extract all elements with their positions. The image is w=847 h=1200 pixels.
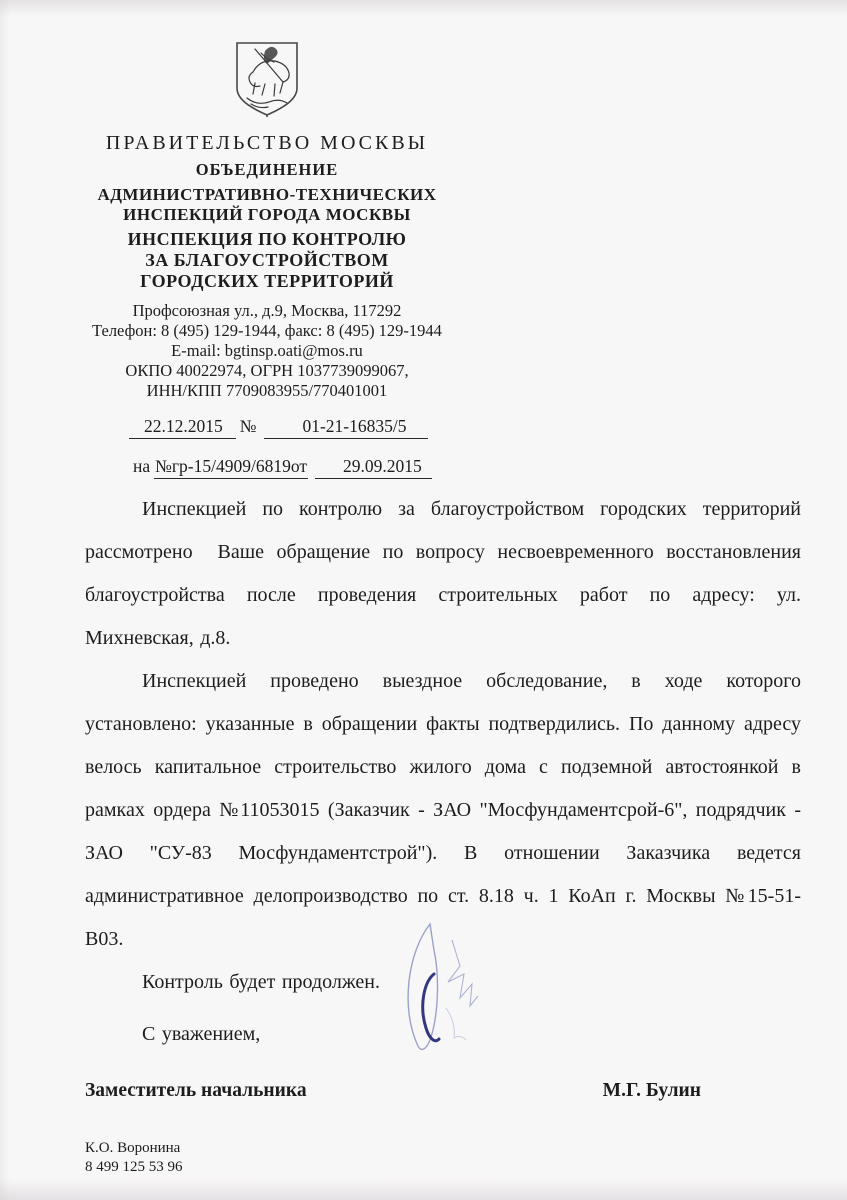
incoming-reference-line	[133, 456, 477, 479]
moscow-coat-of-arms-icon	[233, 40, 301, 123]
org-name-line: АДМИНИСТРАТИВНО-ТЕХНИЧЕСКИХ	[97, 185, 437, 204]
email-line: E-mail: bgtinsp.oati@mos.ru	[171, 341, 363, 360]
inspection-name-line: ГОРОДСКИХ ТЕРРИТОРИЙ	[140, 271, 394, 291]
reply-prefix: на	[133, 456, 151, 476]
signer-position: Заместитель начальника	[85, 1080, 307, 1101]
body-paragraph: Инспекцией по контролю за благоустройством городских территорий рассмотрено Ваше обращение по вопросу несвоевременного восстановления благоустройства после проведения строительных работ по адресу: ул. Михневская, д.8.	[85, 498, 801, 649]
executor-phone: 8 499 125 53 96	[85, 1159, 183, 1175]
inn-kpp-line: ИНН/КПП 7709083955/770401001	[146, 381, 388, 400]
outgoing-reference-line	[129, 416, 477, 439]
inspection-name-line: ИНСПЕКЦИЯ ПО КОНТРОЛЮ	[127, 229, 407, 249]
handwritten-signature-icon	[388, 912, 498, 1072]
body-paragraph: Инспекцией проведено выездное обследование, в ходе которого установлено: указанные в обращении факты подтвердились. По данному адресу велось капитальное строительство жилого дома с подземной автостоянкой в рамках ордера №11053015 (Заказчик - ЗАО "Мосфундаментсрой-6", подрядчик - ЗАО "СУ-83 Мосфундаментстрой"). В отношении Заказчика ведется административное делопроизводство по ст. 8.18 ч. 1 КоАп г. Москвы №15-51-В03.	[85, 670, 801, 950]
number-sign: №	[239, 416, 257, 436]
body-paragraph: Контроль будет продолжен.	[142, 971, 380, 993]
incoming-number: №гр-15/4909/6819от	[154, 456, 308, 479]
contact-block	[57, 301, 477, 401]
inspection-name-line: ЗА БЛАГОУСТРОЙСТВОМ	[145, 250, 389, 270]
executor-block	[85, 1139, 801, 1177]
signer-name: М.Г. Булин	[602, 1080, 701, 1101]
outgoing-number: 01-21-16835/5	[264, 416, 428, 439]
org-name-line: ИНСПЕКЦИЙ ГОРОДА МОСКВЫ	[123, 204, 411, 224]
postal-address: Профсоюзная ул., д.9, Москва, 117292	[132, 301, 402, 320]
inspection-name	[57, 229, 477, 292]
letterhead	[57, 0, 477, 479]
signature-row	[85, 1080, 801, 1102]
registration-codes-line: ОКПО 40022974, ОГРН 1037739099067,	[125, 361, 409, 380]
incoming-date: 29.09.2015	[315, 456, 432, 479]
phone-fax-line: Телефон: 8 (495) 129-1944, факс: 8 (495) 129-1944	[92, 321, 442, 340]
letter-body	[85, 488, 801, 1177]
salutation: С уважением,	[142, 1023, 261, 1045]
outgoing-date: 22.12.2015	[129, 416, 236, 439]
government-title: ПРАВИТЕЛЬСТВО МОСКВЫ	[105, 132, 429, 154]
executor-name: К.О. Воронина	[85, 1140, 181, 1156]
org-name-line: ОБЪЕДИНЕНИЕ	[195, 160, 339, 179]
